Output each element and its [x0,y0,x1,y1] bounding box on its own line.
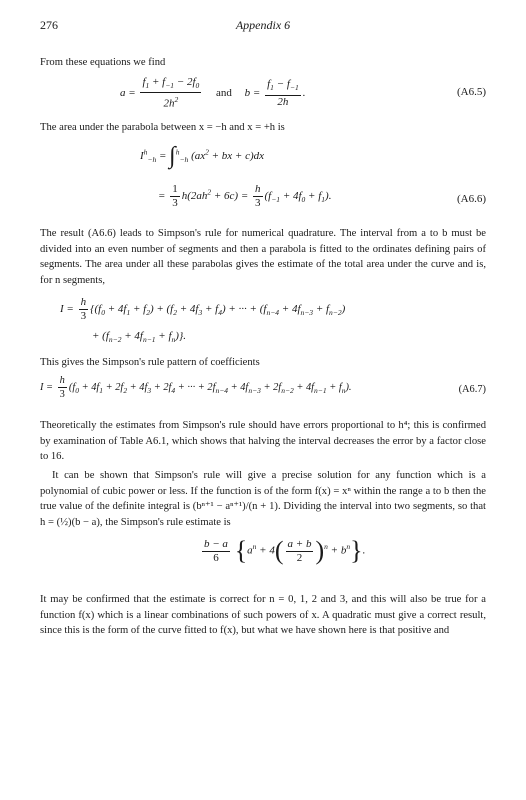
running-title: Appendix 6 [235,18,291,32]
paragraph-3: The result (A6.6) leads to Simpson's rule for numerical quadrature. The interval from a to b must be divided into an even number of segments and then a parabola is fitted to the ordinates defining pairs of segments. The area under all these parabolas gives the estimate of the total area under the curve and is, for n segments, [40,228,486,286]
equation-simpson-sum: I = $\frac{h}{3}$ {$(f_0 + 4f_1 + f_2) + (f_2 + 4f_3 + f_4)$ + ··· + $(f_{n-4} + 4f_{n-3} + f_{n-2})$ + $(f_{n-2} + 4f_{n-1} + f_n)$}. [60,296,346,345]
paragraph-2: The area under the parabola between x = −h and x = +h is [40,122,285,133]
equation-a6-6: = $\frac{1}{3}$ $h(2ah^2 + 6c)$ = $\frac{h}{3}$ $(f_{-1} + 4f_0 + f_1)$. (A6.6) [158,183,486,209]
equation-label-a6-6: (A6.6) [456,193,486,205]
page-number: 276 [40,18,58,32]
equation-integral: $I^h_{-h} = \int^h_{-h}$ ($ax^2$ + bx + c)dx [140,143,265,169]
equation-label-a6-7: (A6.7) [458,384,486,395]
equation-simpson-estimate: $\frac{b - a}{6}$ {$a^n + 4$( $\frac{a + b}{2}$ )$^n + b^n$}. [204,536,366,565]
paragraph-6: It can be shown that Simpson's rule will give a precise solution for any function which is a polynomial of cubic power or less. If the function is of the form f(x) = xⁿ within the range a to b then the true value of the definite integral is (bⁿ⁺¹ − aⁿ⁺¹)/(n + 1). Dividing the interval into two segments, so that h = (½)(b − a), the Simpson's rule estimate is [40,470,486,528]
paragraph-1: From these equations we find [40,57,166,68]
equation-a6-7: I = $\frac{h}{3}$ ($f_0 + 4f_1 + 2f_2 + 4f_3 + 2f_4$ + ··· + $2f_{n-4} + 4f_{n-3} + 2f_{n-2} + 4f_{n-1} + f_n$). (A6.7) [40,375,486,400]
equation-a6-5: a = $\frac{f_1 + f_{-1} - 2f_0}{2h^2}$ and b = $\frac{f_1 - f_{-1}}{2h}$ . (A6.5) [120,76,486,110]
paragraph-4: This gives the Simpson's rule pattern of coefficients [40,357,260,368]
paragraph-7: It may be confirmed that the estimate is correct for n = 0, 1, 2 and 3, and this will also be true for a function f(x) which is a linear combinations of such powers of x. A quadratic must give a correct result, since this is the form of the curve fitted to f(x), but what we have shown here is that positive and [40,594,486,636]
page-header [40,18,486,34]
equation-label-a6-5: (A6.5) [456,86,486,98]
paragraph-5: Theoretically the estimates from Simpson's rule should have errors proportional to h⁴; this is confirmed by examination of Table A6.1, which shows that halving the interval decreases the error by a factor close to 16. [40,420,486,462]
and-word: and [216,86,232,99]
